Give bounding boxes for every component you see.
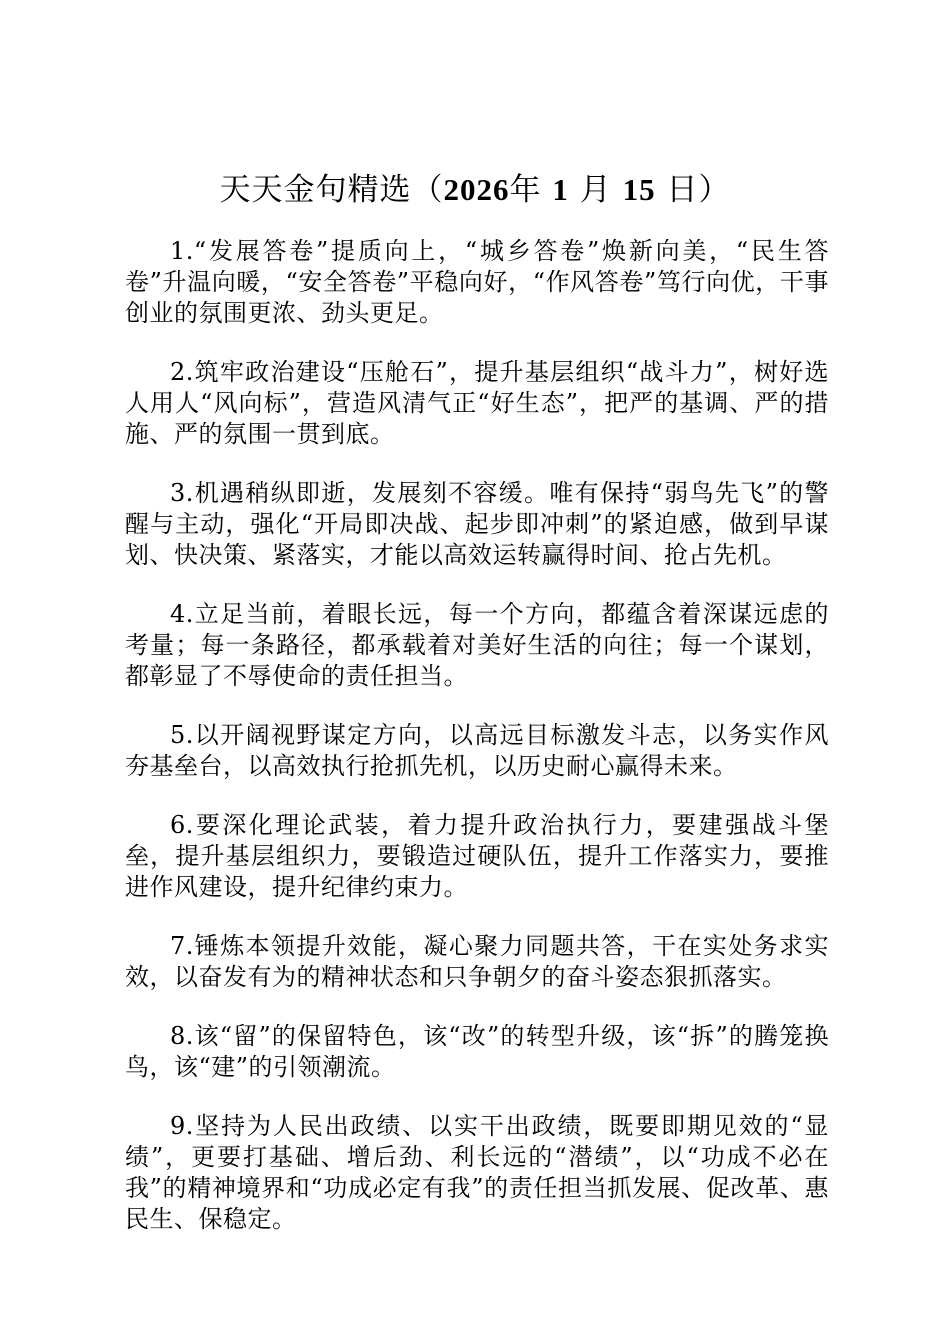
title-year-unit: 年 [509,172,542,208]
quote-item-1: 1.“发展答卷”提质向上，“城乡答卷”焕新向美，“民生答卷”升温向暖，“安全答卷”平稳向好，“作风答卷”笃行向优，干事创业的氛围更浓、劲头更足。 [125,237,829,327]
title-month: 1 [552,172,569,207]
quote-item-9: 9.坚持为人民出政绩、以实干出政绩，既要即期见效的“显绩”，更要打基础、增后劲、利长远的“潜绩”，以“功成不必在我”的精神境界和“功成必定有我”的责任担当抓发展、促改革、惠民生、保稳定。 [125,1112,829,1233]
quote-item-5: 5.以开阔视野谋定方向，以高远目标激发斗志，以务实作风夯基垒台，以高效执行抢抓先机，以历史耐心赢得未来。 [125,721,829,780]
quote-item-8: 8.该“留”的保留特色，该“改”的转型升级，该“拆”的腾笼换鸟，该“建”的引领潮流。 [125,1022,829,1081]
title-prefix: 天天金句精选（ [219,172,444,208]
document-title [0,168,950,212]
quote-list [125,236,829,1263]
quote-item-7: 7.锤炼本领提升效能，凝心聚力同题共答，干在实处务求实效，以奋发有为的精神状态和只争朝夕的奋斗姿态狠抓落实。 [125,932,829,991]
title-day: 15 [622,172,656,207]
quote-item-6: 6.要深化理论武装，着力提升政治执行力，要建强战斗堡垒，提升基层组织力，要锻造过硬队伍，提升工作落实力，要推进作风建设，提升纪律约束力。 [125,811,829,901]
title-month-unit: 月 [579,172,612,208]
title-suffix: 日） [666,172,731,208]
quote-item-3: 3.机遇稍纵即逝，发展刻不容缓。唯有保持“弱鸟先飞”的警醒与主动，强化“开局即决战、起步即冲刺”的紧迫感，做到早谋划、快决策、紧落实，才能以高效运转赢得时间、抢占先机。 [125,479,829,569]
title-year: 2026 [443,172,510,207]
quote-item-4: 4.立足当前，着眼长远，每一个方向，都蕴含着深谋远虑的考量；每一条路径，都承载着对美好生活的向往；每一个谋划，都彰显了不辱使命的责任担当。 [125,600,829,690]
quote-item-2: 2.筑牢政治建设“压舱石”，提升基层组织“战斗力”，树好选人用人“风向标”，营造风清气正“好生态”，把严的基调、严的措施、严的氛围一贯到底。 [125,358,829,448]
